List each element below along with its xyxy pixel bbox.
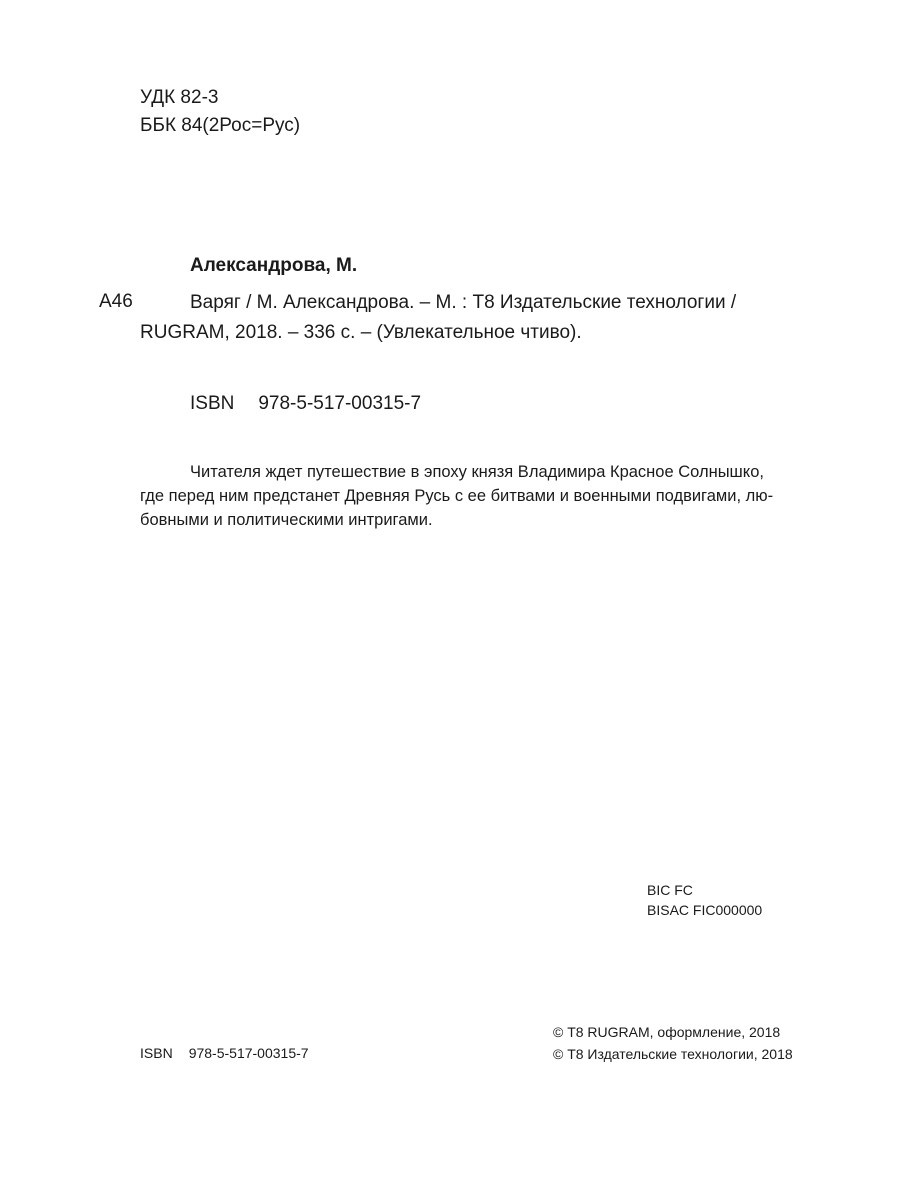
copyright-design: © Т8 RUGRAM, оформление, 2018 bbox=[553, 1024, 781, 1040]
bbk-code: ББК 84(2Рос=Рус) bbox=[140, 115, 301, 136]
author-heading: Александрова, М. bbox=[190, 255, 358, 276]
bic-code: BIC FC bbox=[647, 882, 693, 898]
isbn-label: ISBN bbox=[190, 393, 235, 414]
author-code: А46 bbox=[99, 291, 133, 312]
copyright-publisher: © Т8 Издательские технологии, 2018 bbox=[553, 1046, 793, 1062]
copyright-block bbox=[553, 1021, 793, 1065]
annotation-line-2: где перед ним предстанет Древняя Русь с ее битвами и военными подвигами, лю- bbox=[140, 487, 774, 505]
classification-block bbox=[140, 84, 300, 140]
udk-code: УДК 82-3 bbox=[140, 87, 219, 108]
annotation bbox=[140, 460, 773, 532]
isbn-number: 978-5-517-00315-7 bbox=[258, 393, 422, 414]
annotation-line-3: бовными и политическими интригами. bbox=[140, 511, 433, 529]
footer-isbn-label: ISBN bbox=[140, 1045, 173, 1061]
bibliographic-line-2: RUGRAM, 2018. – 336 с. – (Увлекательное чтиво). bbox=[140, 322, 582, 343]
footer-isbn bbox=[140, 1043, 309, 1063]
isbn-line bbox=[190, 390, 421, 418]
bisac-code: BISAC FIC000000 bbox=[647, 902, 763, 918]
bibliographic-record bbox=[140, 288, 820, 348]
footer-isbn-number: 978-5-517-00315-7 bbox=[188, 1045, 309, 1061]
annotation-line-1: Читателя ждет путешествие в эпоху князя Владимира Красное Солнышко, bbox=[190, 463, 764, 481]
subject-codes bbox=[647, 880, 762, 920]
bibliographic-line-1: Варяг / М. Александрова. – М. : Т8 Издательские технологии / bbox=[190, 292, 737, 313]
